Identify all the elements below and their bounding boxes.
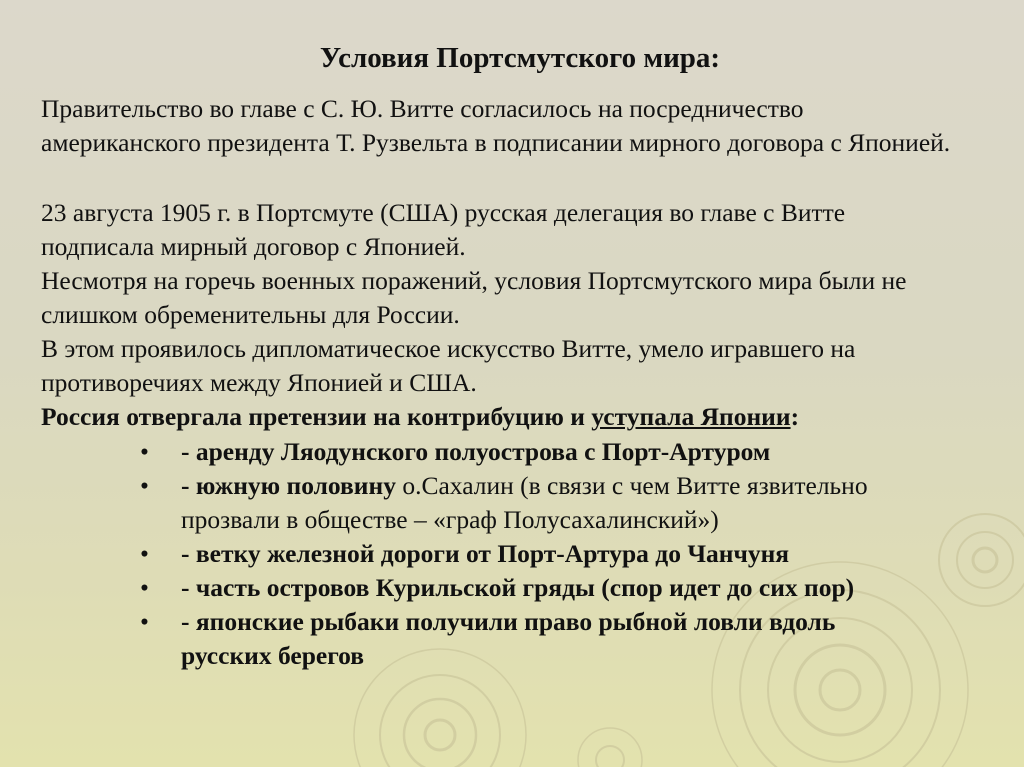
list-item-bold: - часть островов Курильской гряды (спор идет до сих пор) (181, 573, 855, 602)
concessions-list (0, 435, 901, 673)
paragraph-2: 23 августа 1905 г. в Портсмуте (США) русская делегация во главе с Витте подписала мирный договор с Японией. (41, 198, 846, 261)
paragraph-3: Несмотря на горечь военных поражений, условия Портсмутского мира были не слишком обременительны для России. (41, 266, 907, 329)
list-item-bold: - ветку железной дороги от Порт-Артура до Чанчуня (181, 539, 790, 568)
list-item (0, 537, 901, 571)
list-item-text: о.Сахалин (в связи с чем Витте язвительно прозвали в обществе – «граф Полусахалинский») (181, 471, 868, 534)
paragraph-1: Правительство во главе с С. Ю. Витте согласилось на посредничество американского президента Т. Рузвельта в подписании мирного договора с Японией. (41, 94, 951, 157)
bullet-icon: • (140, 471, 149, 500)
bullet-icon: • (140, 573, 149, 602)
lead-underlined: уступала Японии (591, 402, 791, 431)
list-item-bold: - японские рыбаки получили право рыбной ловли вдоль русских берегов (181, 607, 836, 670)
list-item (0, 605, 901, 673)
bullet-icon: • (140, 539, 149, 568)
lead-sentence (41, 400, 961, 434)
slide-title: Условия Портсмутского мира: (319, 42, 721, 74)
list-item-bold: - южную половину (181, 471, 396, 500)
bullet-icon: • (140, 437, 149, 466)
list-item-bold: - аренду Ляодунского полуострова с Порт-Артуром (181, 437, 771, 466)
list-item (0, 469, 901, 537)
lead-prefix: Россия отвергала претензии на контрибуцию и (41, 402, 592, 431)
list-item (0, 435, 901, 469)
list-item (0, 571, 901, 605)
lead-suffix: : (790, 402, 800, 431)
bullet-icon: • (140, 607, 149, 636)
paragraph-4: В этом проявилось дипломатическое искусство Витте, умело игравшего на противоречиях между Японией и США. (41, 334, 856, 397)
